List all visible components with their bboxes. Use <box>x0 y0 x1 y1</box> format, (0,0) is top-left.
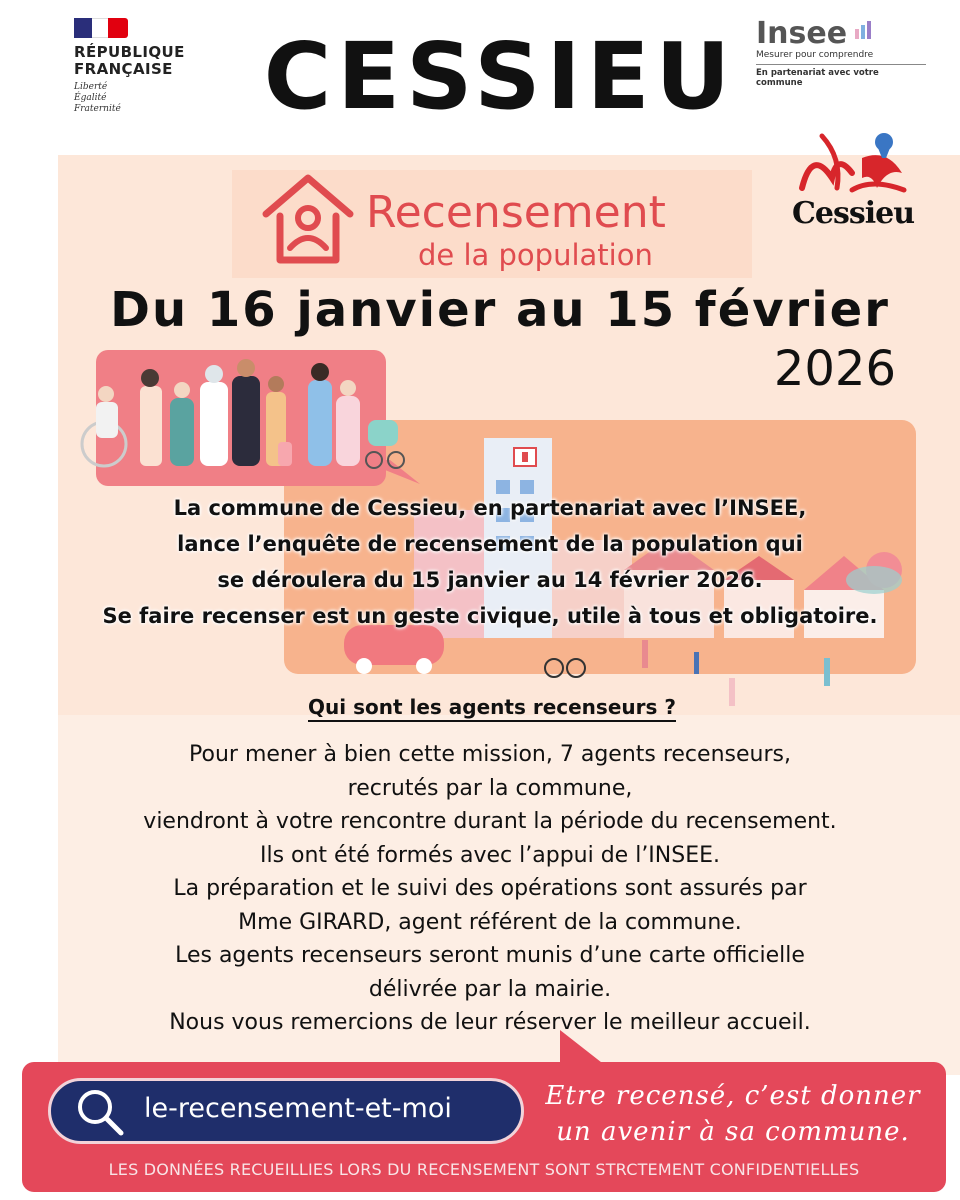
insee-logo <box>756 18 926 88</box>
agents-line: viendront à votre rencontre durant la période du recensement. <box>143 809 837 834</box>
banner-speech-tail <box>556 1030 606 1066</box>
people-illustration <box>78 352 418 482</box>
recensement-title: Recensement <box>366 187 666 238</box>
agents-line: La préparation et le suivi des opérations sont assurés par <box>173 876 807 901</box>
intro-line: se déroulera du 15 janvier au 14 février 2026. <box>217 568 763 592</box>
agents-line: Mme GIRARD, agent référent de la commune. <box>238 909 742 935</box>
insee-tagline: Mesurer pour comprendre <box>756 50 874 60</box>
motto-fraternite: Fraternité <box>74 104 121 114</box>
slogan <box>540 1078 926 1150</box>
town-title: CESSIEU <box>263 23 737 130</box>
motto-liberte: Liberté <box>74 82 108 92</box>
slogan-line-2: un avenir à sa commune. <box>556 1117 910 1147</box>
motto-egalite: Égalité <box>74 93 107 103</box>
period-dates: Du 16 janvier au 15 février <box>110 282 890 338</box>
agents-line: Ils ont été formés avec l’appui de l’INSEE. <box>259 842 721 868</box>
insee-bars-icon <box>855 20 873 39</box>
agents-section-title: Qui sont les agents recenseurs ? <box>0 694 960 720</box>
intro-text <box>60 490 920 634</box>
period-year: 2026 <box>773 341 896 397</box>
intro-line: Se faire recenser est un geste civique, utile à tous et obligatoire. <box>102 604 878 628</box>
intro-line: lance l’enquête de recensement de la population qui <box>177 532 803 556</box>
insee-partner-text: En partenariat avec votre commune <box>756 68 879 88</box>
republique-line-2: FRANÇAISE <box>74 60 173 78</box>
confidentiality-notice: LES DONNÉES RECUEILLIES LORS DU RECENSEMENT SONT STRCTEMENT CONFIDENTIELLES <box>108 1160 860 1179</box>
agents-line: Les agents recenseurs seront munis d’une carte officielle <box>175 943 805 968</box>
agents-line: recrutés par la commune, <box>347 775 633 801</box>
house-person-icon <box>258 172 358 272</box>
intro-line: La commune de Cessieu, en partenariat avec l’INSEE, <box>173 496 807 520</box>
slogan-line-1: Etre recensé, c’est donner <box>545 1081 921 1111</box>
agents-body-text <box>40 738 940 1040</box>
recensement-subtitle: de la population <box>418 238 653 272</box>
agents-line: Pour mener à bien cette mission, 7 agents recenseurs, <box>189 742 791 767</box>
republique-line-1: RÉPUBLIQUE <box>74 43 185 61</box>
search-website-text[interactable]: le-recensement-et-moi <box>144 1093 452 1124</box>
insee-wordmark: Insee <box>756 16 848 51</box>
agents-line: délivrée par la mairie. <box>368 976 612 1002</box>
search-icon[interactable] <box>74 1086 126 1138</box>
agents-line: Nous vous remercions de leur réserver le meilleur accueil. <box>169 1010 811 1035</box>
cessieu-logo-text: Cessieu <box>792 196 915 231</box>
